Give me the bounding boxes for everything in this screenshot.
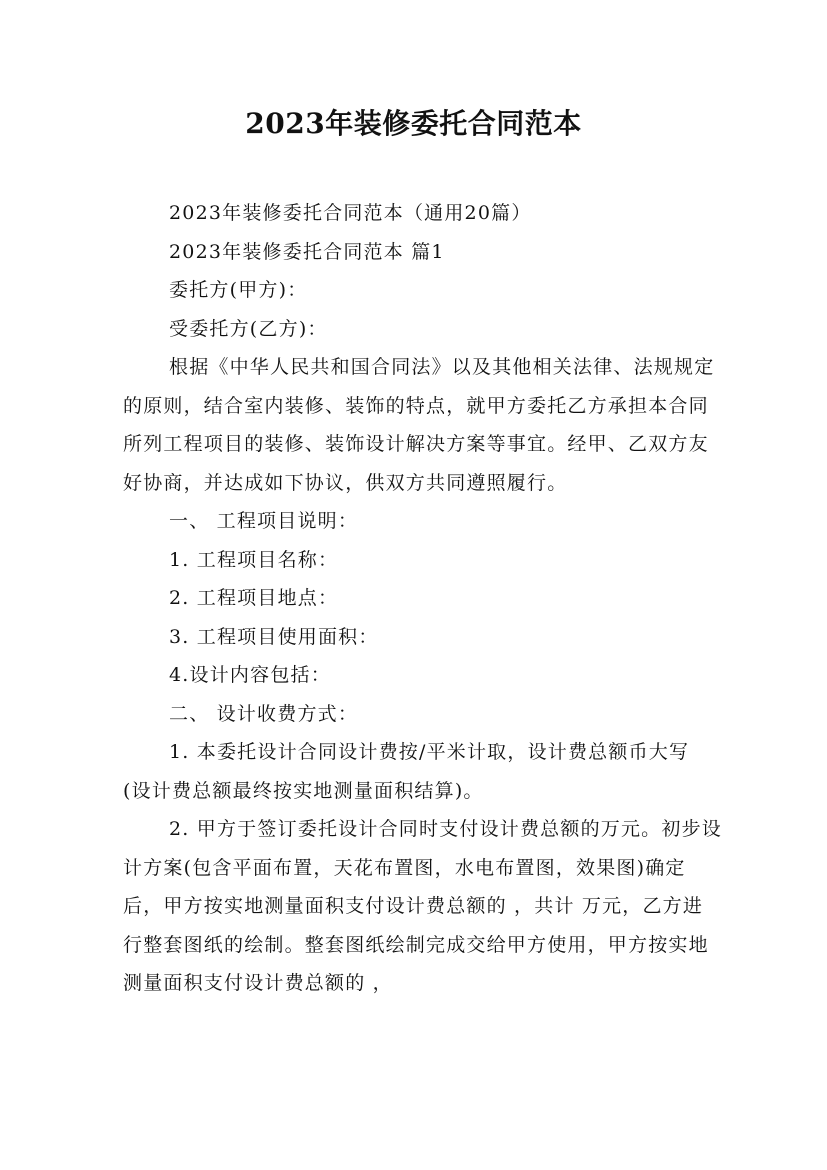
paragraph-item-1: 1. 工程项目名称：	[169, 548, 339, 571]
paragraph-party-b: 受委托方(乙方)：	[169, 317, 328, 340]
document-body	[123, 194, 723, 1003]
paragraph-item-3: 3. 工程项目使用面积：	[169, 625, 379, 648]
paragraph-fee-item-2: 2. 甲方于签订委托设计合同时支付设计费总额的万元。初步设计方案(包含平面布置，天花布置图，水电布置图，效果图)确定后，甲方按实地测量面积支付设计费总额的 ，共计 万元，乙方进行整套图纸的绘制。整套图纸绘制完成交给甲方使用，甲方按实地测量面积支付设计费总额的 ，	[123, 818, 722, 994]
document-title: 2023年装修委托合同范本	[245, 107, 582, 140]
paragraph-item-2: 2. 工程项目地点：	[169, 587, 339, 609]
paragraph-section-heading: 2023年装修委托合同范本 篇1	[169, 240, 445, 263]
paragraph-preamble: 根据《中华人民共和国合同法》以及其他相关法律、法规规定的原则，结合室内装修、装饰的特点，就甲方委托乙方承担本合同所列工程项目的装修、装饰设计解决方案等事宜。经甲、乙双方友好协商，并达成如下协议，供双方共同遵照履行。	[123, 356, 715, 494]
paragraph-party-a: 委托方(甲方)：	[169, 279, 308, 301]
paragraph-fee-item-1: 1. 本委托设计合同设计费按/平米计取，设计费总额币大写 (设计费总额最终按实地测量面积结算)。	[123, 741, 690, 802]
paragraph-subtitle: 2023年装修委托合同范本（通用20篇）	[169, 202, 532, 224]
paragraph-clause-1-heading: 一、 工程项目说明：	[169, 510, 359, 532]
paragraph-item-4: 4.设计内容包括：	[169, 664, 331, 686]
paragraph-clause-2-heading: 二、 设计收费方式：	[169, 702, 359, 725]
